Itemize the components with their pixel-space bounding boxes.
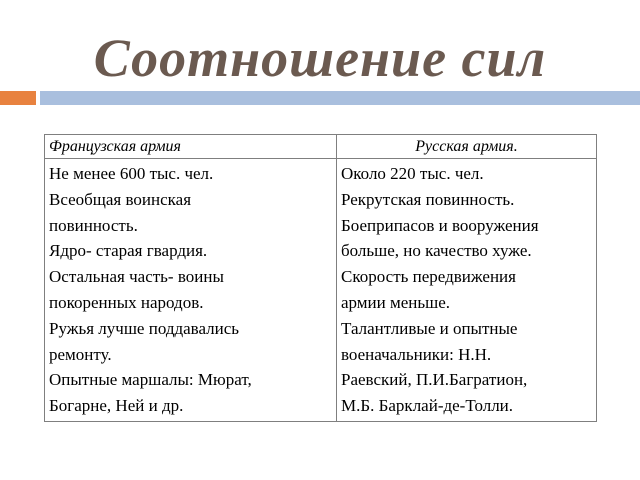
french-line: Богарне, Ней и др.	[49, 396, 184, 416]
french-line: ремонту.	[49, 344, 112, 364]
table-row	[45, 159, 597, 422]
accent-bar	[0, 91, 36, 105]
russian-line: армии меньше.	[341, 292, 451, 312]
comparison-table	[44, 134, 597, 422]
french-line: повинность.	[49, 215, 138, 235]
slide-title: Соотношение сил	[93, 28, 547, 88]
russian-line: Скорость передвижения	[341, 267, 516, 287]
russian-line: Боеприпасов и вооружения	[341, 215, 539, 235]
header-russian-army: Русская армия.	[337, 135, 597, 159]
russian-line: М.Б. Барклай-де-Толли.	[341, 396, 514, 416]
title-underline-bar	[40, 91, 640, 105]
french-line: Остальная часть- воины	[49, 267, 224, 287]
french-line: Ружья лучше поддавались	[49, 318, 240, 338]
french-line: покоренных народов.	[49, 292, 204, 312]
russian-line: Раевский, П.И.Багратион,	[341, 370, 528, 390]
french-line: Ядро- старая гвардия.	[49, 241, 208, 261]
russian-line: Талантливые и опытные	[341, 318, 518, 338]
french-line: Не менее 600 тыс. чел.	[49, 164, 214, 183]
russian-line: Рекрутская повинность.	[341, 189, 515, 209]
french-army-cell	[45, 159, 337, 422]
header-french-army: Французская армия	[45, 135, 337, 159]
russian-line: больше, но качество хуже.	[341, 241, 532, 261]
russian-line: военачальники: Н.Н.	[341, 344, 492, 364]
table-header-row	[45, 135, 597, 159]
russian-line: Около 220 тыс. чел.	[341, 164, 484, 183]
french-line: Опытные маршалы: Мюрат,	[49, 370, 252, 390]
french-line: Всеобщая воинская	[49, 189, 192, 209]
russian-army-cell	[337, 159, 597, 422]
